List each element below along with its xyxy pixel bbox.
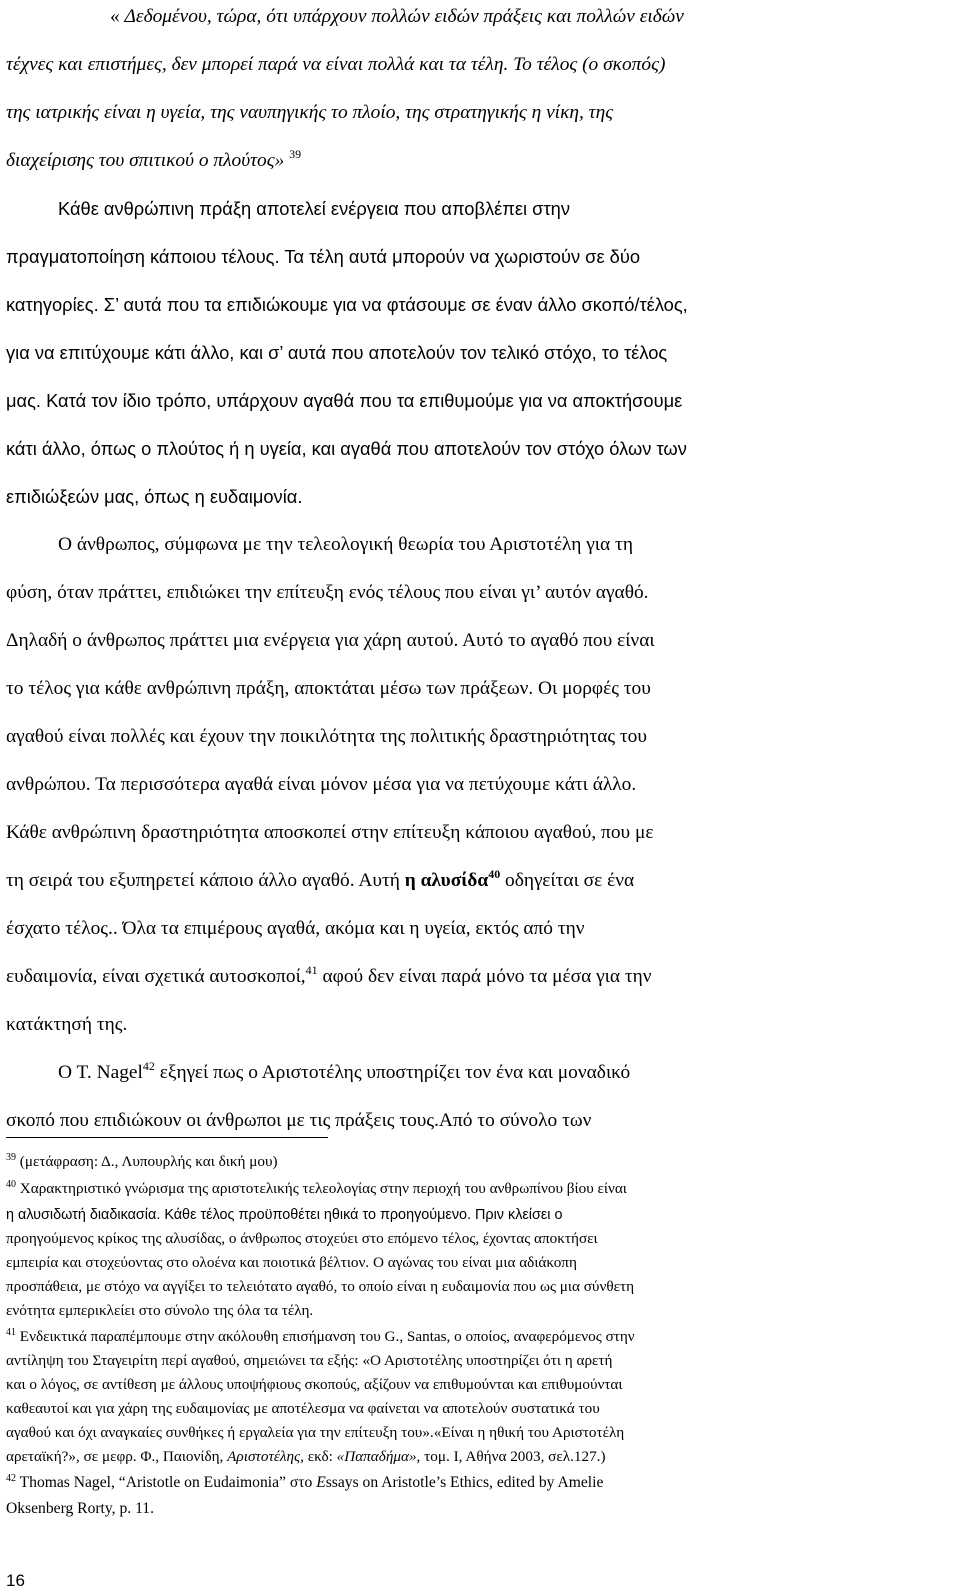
body-line: σκοπό που επιδιώκουν οι άνθρωποι με τις πράξεις τους.Από το σύνολο των bbox=[6, 1110, 592, 1131]
text-run: E bbox=[316, 1474, 326, 1491]
body-line bbox=[6, 867, 942, 892]
body-line: ανθρώπου. Τα περισσότερα αγαθά είναι μόνον μέσα για να πετύχουμε κάτι άλλο. bbox=[6, 774, 637, 795]
footnote-ref: 40 bbox=[488, 867, 501, 881]
footnote-39 bbox=[6, 1153, 942, 1171]
body-line bbox=[6, 963, 942, 988]
body-line: της ιατρικής είναι η υγεία, της ναυπηγικής το πλοίο, της στρατηγικής η νίκη, της bbox=[6, 102, 614, 123]
footnote-line: και ο λόγος, σε αντίθεση με άλλους υποψήφιους σκοπούς, αξίζουν να επιθυμούνται και επιθυμούνται bbox=[6, 1376, 623, 1393]
footnote-text: Χαρακτηριστικό γνώρισμα της αριστοτελικής τελεολογίας στην περιοχή του ανθρωπίνου βίου είναι bbox=[16, 1180, 627, 1197]
footnote-text: Ενδεικτικά παραπέμπουμε στην ακόλουθη επισήμανση του G., Santas, ο οποίος, αναφερόμενος στην bbox=[16, 1328, 635, 1345]
body-line bbox=[6, 147, 942, 172]
footnote-ref: 42 bbox=[142, 1059, 155, 1073]
body-line: Κάθε ανθρώπινη δραστηριότητα αποσκοπεί στην επίτευξη κάποιου αγαθού, που με bbox=[6, 822, 654, 843]
footnote-text: (μετάφραση: Δ., Λυπουρλής και δική μου) bbox=[16, 1153, 278, 1170]
bold-term: η αλυσίδα bbox=[404, 870, 489, 891]
footnote-number: 39 bbox=[6, 1152, 16, 1163]
body-line: έσχατο τέλος.. Όλα τα επιμέρους αγαθά, ακόμα και η υγεία, εκτός από την bbox=[6, 918, 585, 939]
body-line: επιδιώξεών μας, όπως η ευδαιμονία. bbox=[6, 486, 303, 507]
body-line: αγαθού είναι πολλές και έχουν την ποικιλότητα της πολιτικής δραστηριότητας του bbox=[6, 726, 647, 747]
footnote-line: αντίληψη του Σταγειρίτη περί αγαθού, σημειώνει τα εξής: «Ο Αριστοτέλης υποστηρίζει ότι η αρετή bbox=[6, 1352, 613, 1369]
footnote-line: εμπειρία και στοχεύοντας στο ολοένα και ποιοτικά βέλτιον. Ο αγώνας του είναι μια αδιάκοπη bbox=[6, 1254, 577, 1271]
footnote-41 bbox=[6, 1328, 942, 1346]
quote-text: Δεδομένου, τώρα, ότι υπάρχουν πολλών ειδών πράξεις και πολλών ειδών bbox=[124, 6, 684, 27]
body-line: Ο άνθρωπος, σύμφωνα με την τελεολογική θεωρία του Αριστοτέλη για τη bbox=[58, 534, 633, 555]
text-run: Ο Τ. Nagel bbox=[58, 1062, 143, 1083]
text-run: ευδαιμονία, είναι σχετικά αυτοσκοποί, bbox=[6, 966, 306, 987]
footnote-line: προσπάθεια, με στόχο να αγγίξει το τελειότατο αγαθό, το οποίο είναι η ευδαιμονία που ως μια σύνθετη bbox=[6, 1278, 635, 1295]
body-line: τέχνες και επιστήμες, δεν μπορεί παρά να είναι πολλά και τα τέλη. Το τέλος (ο σκοπός) bbox=[6, 54, 666, 75]
footnote-number: 41 bbox=[6, 1327, 16, 1338]
footnote-separator bbox=[6, 1137, 328, 1138]
publisher: «Παπαδήμα», bbox=[336, 1448, 421, 1465]
footnote-number: 40 bbox=[6, 1179, 16, 1190]
text-run: ssays on Aristotle’s Ethics, edited by Amelie bbox=[325, 1474, 604, 1491]
book-title: Αριστοτέλης, bbox=[227, 1448, 304, 1465]
body-line: πραγματοποίηση κάποιου τέλους. Τα τέλη αυτά μπορούν να χωριστούν σε δύο bbox=[6, 246, 641, 267]
body-line: για να επιτύχουμε κάτι άλλο, και σ’ αυτά που αποτελούν τον τελικό στόχο, το τέλος bbox=[6, 342, 668, 363]
footnote-line: καθεαυτοί και για χάρη της ευδαιμονίας με αποτέλεσμα να φαίνεται να αποτελούν συστατικά του bbox=[6, 1400, 600, 1417]
footnote-ref: 39 bbox=[289, 147, 302, 161]
body-line: κατάκτησή της. bbox=[6, 1014, 128, 1035]
footnote-40 bbox=[6, 1180, 942, 1198]
footnote-line: Oksenberg Rorty, p. 11. bbox=[6, 1500, 154, 1517]
text-run: τομ. Ι, Αθήνα 2003, σελ.127.) bbox=[420, 1448, 606, 1465]
footnote-line: ενότητα εμπερικλείει στο σύνολο της όλα τα τέλη. bbox=[6, 1302, 314, 1319]
body-line bbox=[58, 1059, 942, 1084]
footnote-line bbox=[6, 1448, 942, 1466]
text-run: αφού δεν είναι παρά μόνο τα μέσα για την bbox=[317, 966, 652, 987]
body-line: κατηγορίες. Σ’ αυτά που τα επιδιώκουμε για να φτάσουμε σε έναν άλλο σκοπό/τέλος, bbox=[6, 294, 688, 315]
body-line: κάτι άλλο, όπως ο πλούτος ή η υγεία, και αγαθά που αποτελούν τον στόχο όλων των bbox=[6, 438, 687, 459]
text-run: τη σειρά του εξυπηρετεί κάποιο άλλο αγαθό. Αυτή bbox=[6, 870, 405, 891]
footnote-42 bbox=[6, 1474, 942, 1492]
body-line: φύση, όταν πράττει, επιδιώκει την επίτευξη ενός τέλους που είναι γι’ αυτόν αγαθό. bbox=[6, 582, 649, 603]
text-run: αρεταϊκή?», σε μεφρ. Φ., Παιονίδη, bbox=[6, 1448, 228, 1465]
body-line: Κάθε ανθρώπινη πράξη αποτελεί ενέργεια που αποβλέπει στην bbox=[58, 198, 570, 219]
body-line: το τέλος για κάθε ανθρώπινη πράξη, αποκτάται μέσω των πράξεων. Οι μορφές του bbox=[6, 678, 651, 699]
text-run: εκδ: bbox=[303, 1448, 337, 1465]
footnote-ref: 41 bbox=[305, 963, 318, 977]
text-run: οδηγείται σε ένα bbox=[500, 870, 635, 891]
text-run: εξηγεί πως ο Αριστοτέλης υποστηρίζει τον ένα και μοναδικό bbox=[154, 1062, 631, 1083]
text-run: Thomas Nagel, “Aristotle on Eudaimonia” στο bbox=[16, 1474, 317, 1491]
open-quote: « bbox=[110, 6, 125, 27]
footnote-line: η αλυσιδωτή διαδικασία. Κάθε τέλος προϋποθέτει ηθικά το προηγούμενο. Πριν κλείσει ο bbox=[6, 1207, 563, 1223]
body-line bbox=[110, 6, 942, 28]
page-number: 16 bbox=[6, 1571, 25, 1590]
body-line: Δηλαδή ο άνθρωπος πράττει μια ενέργεια για χάρη αυτού. Αυτό το αγαθό που είναι bbox=[6, 630, 655, 651]
footnote-number: 42 bbox=[6, 1473, 16, 1484]
body-line: μας. Κατά τον ίδιο τρόπο, υπάρχουν αγαθά που τα επιθυμούμε για να αποκτήσουμε bbox=[6, 390, 683, 411]
footnote-line: προηγούμενος κρίκος της αλυσίδας, ο άνθρωπος στοχεύει στο επόμενο τέλος, έχοντας αποκτήσει bbox=[6, 1230, 598, 1247]
quote-text: διαχείρισης του σπιτικού ο πλούτος» bbox=[6, 150, 285, 171]
footnote-line: αγαθού και όχι αναγκαίες συνθήκες ή εργαλεία για την επίτευξη του».«Είναι η ηθική του Αριστοτέλη bbox=[6, 1424, 625, 1441]
